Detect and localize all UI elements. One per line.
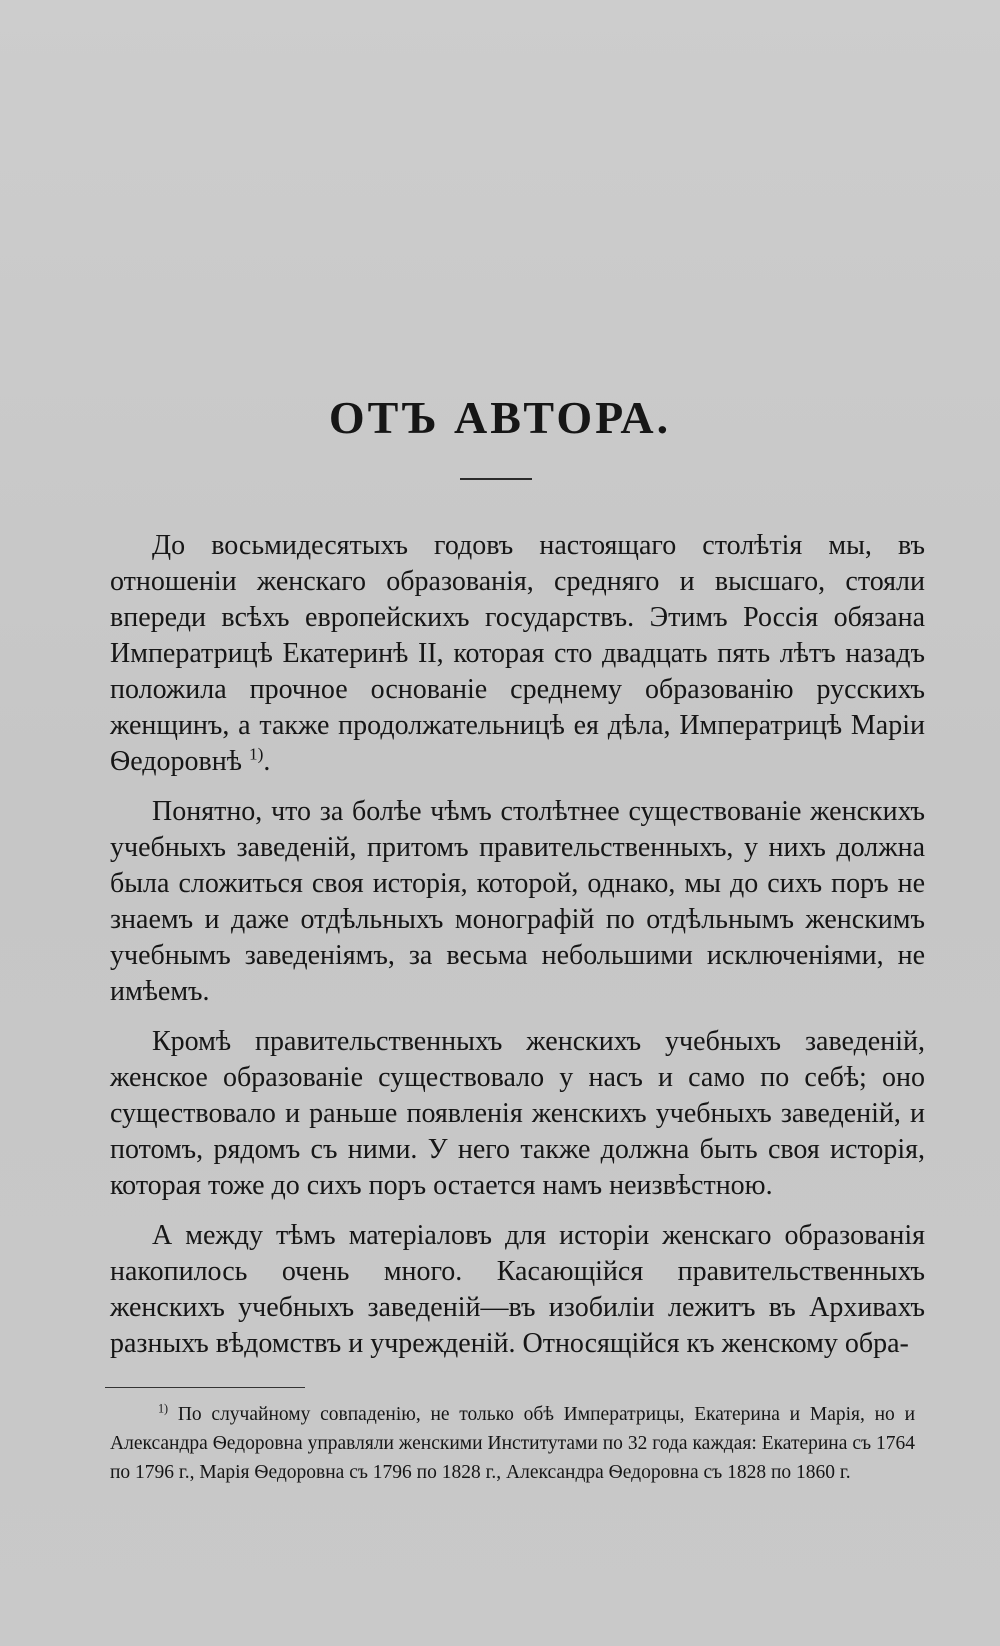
footnote-text: По случайному совпаденію, не только обѣ Императрицы, Екатерина и Марія, но и Александра Ѳедоровна управляли женскими Институтами по 32 года каждая: Екатерина съ 1764 по 1796 г., Марія Ѳедоровна съ 1796 по 1828 г., Александра Ѳедоровна съ 1828 по 1860 г. — [110, 1404, 916, 1483]
footnote-mark: 1) — [158, 1401, 169, 1416]
body-text — [110, 528, 925, 1376]
footnote — [110, 1400, 915, 1487]
paragraph-2: Понятно, что за болѣе чѣмъ столѣтнее существованіе женскихъ учебныхъ заведеній, притомъ правительственныхъ, у нихъ должна была сложиться своя исторія, которой, однако, мы до сихъ поръ не знаемъ и даже отдѣльныхъ монографій по отдѣльнымъ женскимъ учебнымъ заведеніямъ, за весьма небольшими исключеніями, не имѣемъ. — [110, 796, 925, 1007]
title-divider — [460, 478, 532, 480]
paragraph-1-text: До восьмидесятыхъ годовъ настоящаго столѣтія мы, въ отношеніи женскаго образованія, средняго и высшаго, стояли впереди всѣхъ европейскихъ государствъ. Этимъ Россія обязана Императрицѣ Екатеринѣ II, которая сто двадцать пять лѣтъ назадъ положила прочное основаніе среднему образованію русскихъ женщинъ, а также продолжательницѣ ея дѣла, Императрицѣ Маріи Ѳедоровнѣ — [110, 530, 925, 777]
footnote-divider — [105, 1387, 305, 1388]
footnote-reference: 1) — [248, 744, 264, 764]
paragraph-1 — [110, 528, 925, 780]
paragraph-3: Кромѣ правительственныхъ женскихъ учебныхъ заведеній, женское образованіе существовало у насъ и само по себѣ; оно существовало и раньше появленія женскихъ учебныхъ заведеній, и потомъ, рядомъ съ ними. У него также должна быть своя исторія, которая тоже до сихъ поръ остается намъ неизвѣстною. — [110, 1026, 925, 1201]
paragraph-1-end: . — [263, 746, 271, 777]
page-title: ОТЪ АВТОРА. — [328, 392, 672, 443]
paragraph-4: А между тѣмъ матеріаловъ для исторіи женскаго образованія накопилось очень много. Касающійся правительственныхъ женскихъ учебныхъ заведеній—въ изобиліи лежитъ въ Архивахъ разныхъ вѣдомствъ и учрежденій. Относящійся къ женскому обра- — [110, 1220, 925, 1359]
